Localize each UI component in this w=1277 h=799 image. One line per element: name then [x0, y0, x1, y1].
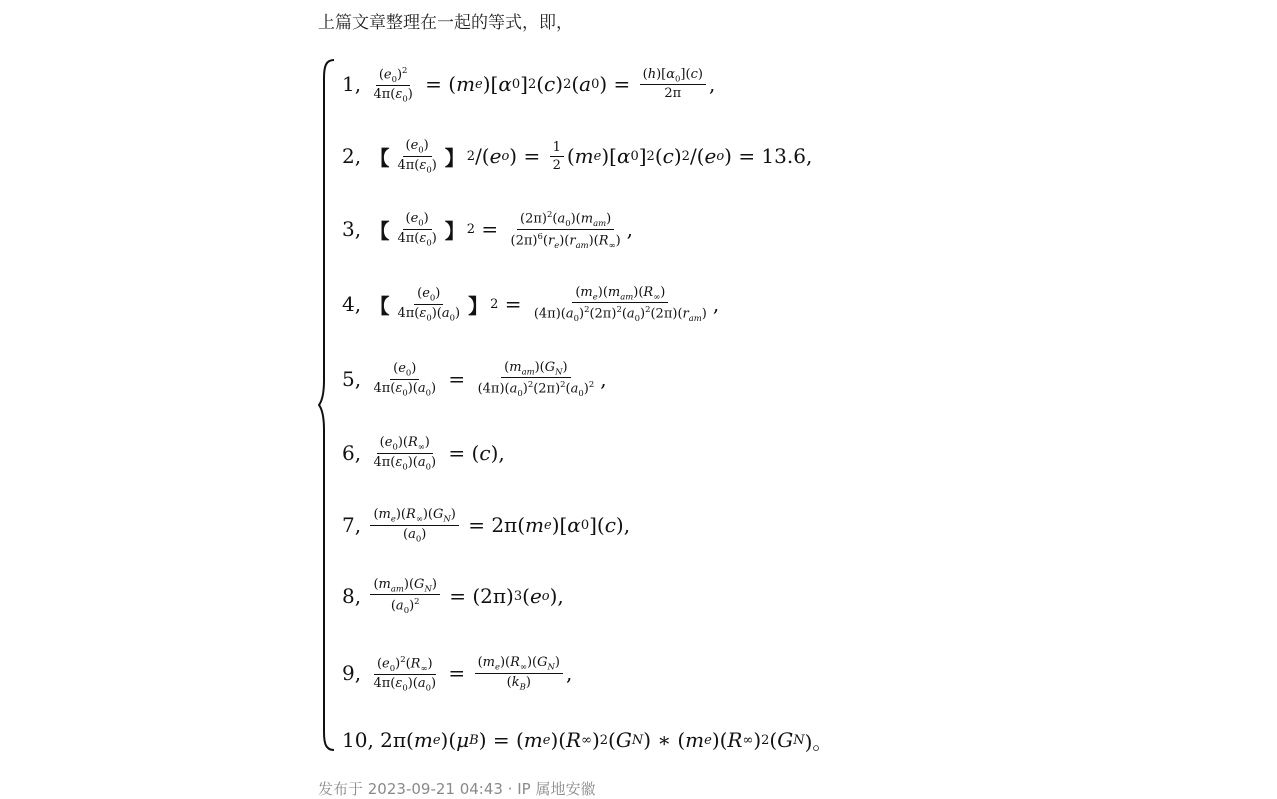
equation-8: 8, $\frac{(m_{am})(G_N)}{(a_0)^2}$ = (2π) 3 ( e o ), — [342, 576, 564, 616]
left-brace — [318, 58, 338, 752]
equation-4: 4, 【 $\frac{(e_0)}{4\pi(\varepsilon_0)(a_0)}$ 】 2 = $\frac{(m_e)(m_{am})(R_\infty)}{(4\pi)(a_0)^2(2\pi)^2(a_0)^2(2\pi)(r_{am})}$ , — [342, 284, 720, 324]
equation-7: 7, $\frac{(m_e)(R_\infty)(G_N)}{(a_0)}$ = 2π( m e )[ α 0 ]( c ), — [342, 506, 631, 544]
equation-10: 10, 2π( m e )( μ B ) = ( m e )( R ∞ ) 2 ( G N ) ∗ ( m e )( R ∞ ) 2 ( G N )。 — [342, 728, 833, 754]
equation-1: 1, $\frac{(e_0)^2}{4\pi(\varepsilon_0)}$ = ( m e )[ α 0 ] 2 ( c ) 2 ( a 0 ) = $\frac{(h)[\alpha_0](c)}{2\pi}$ , — [342, 64, 716, 104]
equation-2: 2, 【 $\frac{(e_0)}{4\pi(\varepsilon_0)}$ 】 2 /( e o ) = $\frac{1}{2}$ ( m e )[ α 0 ] 2 ( c ) 2 /( e o ) = 13.6, — [342, 137, 813, 175]
equation-5: 5, $\frac{(e_0)}{4\pi(\varepsilon_0)(a_0)}$ = $\frac{(m_{am})(G_N)}{(4\pi)(a_0)^2(2\pi)^2(a_0)^2}$ , — [342, 359, 607, 399]
equation-6: 6, $\frac{(e_0)(R_\infty)}{4\pi(\varepsilon_0)(a_0)}$ = ( c ), — [342, 434, 505, 472]
equation-3: 3, 【 $\frac{(e_0)}{4\pi(\varepsilon_0)}$ 】 2 = $\frac{(2\pi)^2(a_0)(m_{am})}{(2\pi)^6(r_e)(r_{am})(R_\infty)}$ , — [342, 208, 634, 250]
intro-text: 上篇文章整理在一起的等式，即， — [318, 13, 573, 33]
publish-meta: 发布于 2023-09-21 04:43 · IP 属地安徽 — [318, 780, 596, 798]
equation-9: 9, $\frac{(e_0)^2(R_\infty)}{4\pi(\varepsilon_0)(a_0)}$ = $\frac{(m_e)(R_\infty)(G_N)}{(k_B)}$ , — [342, 653, 573, 693]
